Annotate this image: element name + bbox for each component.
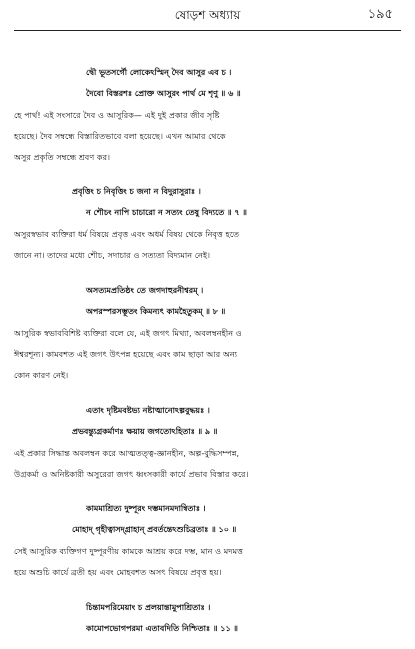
verse-line: দ্বৌ ভূতসর্গৌ লোকেঽস্মিন্‌ দৈব আসুর এব চ । — [86, 68, 232, 77]
verse-8 — [0, 280, 415, 322]
translation-line: অসুর প্রকৃতি সম্বন্ধে শ্রবণ কর। — [14, 153, 111, 162]
verse-line: প্রবৃত্তিং চ নিবৃত্তিং চ জনা ন বিদুরাসুরাঃ । — [72, 187, 201, 196]
translation-line: হয়েছে। দৈব সম্বন্ধে বিস্তারিতভাবে বলা হয়েছে। এখন আমার থেকে — [14, 132, 226, 141]
translation-7 — [0, 224, 415, 266]
verse-7 — [0, 181, 415, 223]
header-divider — [14, 30, 401, 31]
page-number: ১৯৫ — [367, 7, 393, 22]
translation-10 — [0, 541, 415, 583]
translation-line: অসুরস্বভাব ব্যক্তিরা ধর্ম বিষয়ে প্রবৃত্ত এবং অধর্ম বিষয় থেকে নিবৃত্ত হতে — [14, 230, 240, 239]
verse-line: ন শৌচং নাপি চাচারো ন সত্যং তেষু বিদ্যতে ॥ ৭ ॥ — [86, 208, 247, 217]
verse-line: প্রভবন্ত্যুগ্রকর্মাণঃ ক্ষয়ায় জগতোঽহিতাঃ ॥ ৯ ॥ — [72, 427, 218, 436]
verse-line: দৈবো বিস্তরশঃ প্রোক্ত আসুরং পার্থ মে শৃণু ॥ ৬ ॥ — [86, 89, 241, 98]
verse-line: কামোপভোগপরমা এতাবদিতি নিশ্চিতাঃ ॥ ১১ ॥ — [86, 624, 238, 633]
translation-line: সেই আসুরিক ব্যক্তিগণ দুষ্পূরণীয় কামকে আশ্রয় করে দম্ভ, মান ও মদমত্ত — [14, 547, 243, 556]
verse-line: চিন্তামপরিমেয়াং চ প্রলয়ান্তামুপাশ্রিতাঃ । — [86, 603, 211, 612]
verse-line: অসত্যমপ্রতিষ্ঠং তে জগদাহুরনীশ্বরম্‌ । — [86, 286, 204, 295]
verse-line: অপরস্পরসম্ভূতং কিমন্যৎ কামহৈতুকম্‌ ॥ ৮ ॥ — [86, 307, 226, 316]
translation-line: এই প্রকার সিদ্ধান্ত অবলম্বন করে আত্মতত্ত্ব-জ্ঞানহীন, অল্প-বুদ্ধিসম্পন্ন, — [14, 449, 240, 458]
translation-6 — [0, 105, 415, 168]
verse-11 — [0, 597, 415, 639]
verse-line: মোহাদ্‌ গৃহীত্বাসদ্‌গ্রাহান্‌ প্রবর্তন্তেঽশুচিব্রতাঃ ॥ ১০ ॥ — [72, 525, 237, 534]
verse-10 — [0, 498, 415, 540]
translation-line: কোন কারণ নেই। — [14, 371, 69, 380]
translation-line: হয়ে অশুচি কার্যে ব্রতী হয় এবং মোহবশত অসৎ বিষয়ে প্রবৃত্ত হয়। — [14, 568, 222, 577]
translation-line: আসুরিক স্বভাববিশিষ্ট ব্যক্তিরা বলে যে, এই জগৎ মিথ্যা, অবলম্বনহীন ও — [14, 329, 242, 338]
chapter-heading: ষোড়শ অধ্যায় — [174, 8, 241, 22]
verse-6 — [0, 62, 415, 104]
translation-line: হে পার্থ! এই সংসারে দৈব ও আসুরিক— এই দুই প্রকার জীব সৃষ্টি — [14, 111, 220, 120]
verse-9 — [0, 400, 415, 442]
verse-line: কামমাশ্রিত্য দুষ্পূরং দম্ভমানমদান্বিতাঃ । — [86, 504, 206, 513]
verse-line: এতাং দৃষ্টিমবষ্টভ্য নষ্টাত্মানোঽল্পবুদ্ধয়ঃ । — [86, 406, 210, 415]
translation-line: ঈশ্বরশূন্য। কামবশত এই জগৎ উৎপন্ন হয়েছে এবং কাম ছাড়া আর অন্য — [14, 350, 238, 359]
page-header — [0, 6, 415, 28]
translation-line: জানে না। তাদের মধ্যে শৌচ, সদাচার ও সত্যতা বিদ্যমান নেই। — [14, 251, 211, 260]
translation-9 — [0, 443, 415, 485]
translation-8 — [0, 323, 415, 386]
translation-line: উগ্রকর্মা ও অনিষ্টকারী অসুরেরা জগৎ ধ্বংসকারী কার্যে প্রভাব বিস্তার করে। — [14, 470, 249, 479]
